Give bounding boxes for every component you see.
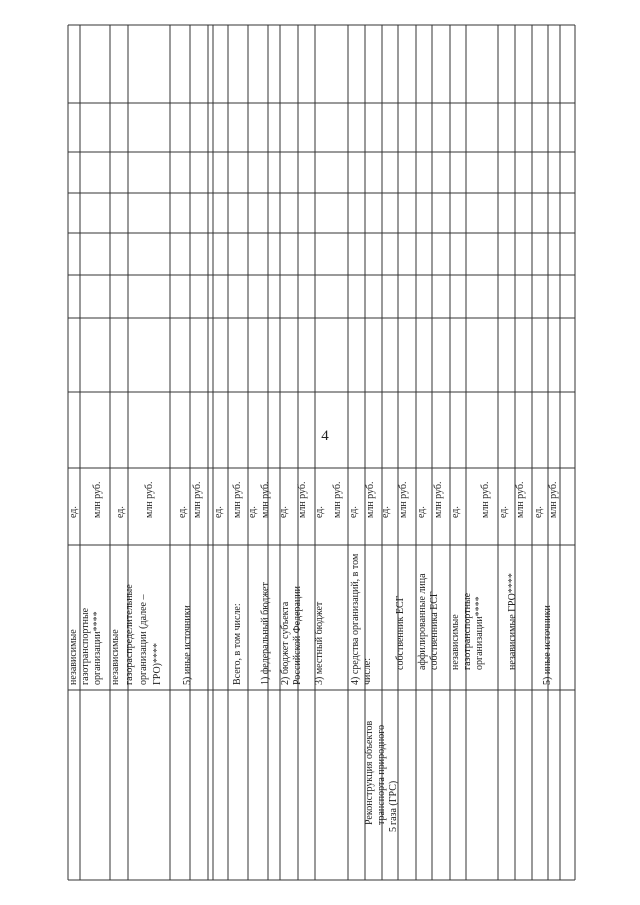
unit-text: ед. [177, 506, 188, 518]
label-text: числе: [362, 657, 373, 685]
label-text: ГРО)**** [152, 642, 163, 685]
unit-text: ед. [450, 506, 461, 518]
row-title-line: транспорта природного [376, 724, 387, 825]
label-text: организации (далее – [138, 594, 149, 685]
unit-text: млн руб. [232, 481, 243, 518]
row-number: 5 [388, 827, 399, 832]
unit-text: млн руб. [433, 481, 444, 518]
unit-text: млн руб. [144, 481, 155, 518]
unit-text: ед. [416, 506, 427, 518]
label-text: 3) местный бюджет [314, 601, 325, 685]
unit-text: млн руб. [365, 481, 376, 518]
unit-text: млн руб. [398, 481, 409, 518]
unit-text: ед. [498, 506, 509, 518]
label-text: 2) бюджет субъекта [280, 601, 291, 685]
unit-text: млн руб. [332, 481, 343, 518]
unit-text: ед. [380, 506, 391, 518]
label-text: Всего, в том числе: [232, 603, 243, 685]
unit-text: млн руб. [515, 481, 526, 518]
unit-text: ед. [533, 506, 544, 518]
unit-text: ед. [68, 506, 79, 518]
label-text: организации**** [474, 596, 485, 670]
label-text: аффилированные лица [417, 573, 428, 670]
label-text: газотранспортные [462, 592, 473, 670]
row-title-line: Реконструкция объектов [364, 720, 375, 825]
label-text: 5) иные источники [542, 605, 553, 685]
label-text: независимые [450, 614, 461, 670]
unit-text: млн руб. [192, 481, 203, 518]
unit-text: млн руб. [480, 481, 491, 518]
unit-text: ед. [348, 506, 359, 518]
row-title-line: газа (ГРС) [388, 780, 399, 825]
unit-text: ед. [314, 506, 325, 518]
label-text: 4) средства организаций, в том [350, 553, 361, 685]
page-number: 4 [321, 428, 329, 444]
label-text: 1) федеральный бюджет [260, 582, 271, 685]
unit-text: ед. [278, 506, 289, 518]
label-text: собственник ЕСГ [395, 595, 406, 670]
label-text: газотранспортные [80, 607, 91, 685]
unit-text: млн руб. [260, 481, 271, 518]
label-text: организации**** [92, 611, 103, 685]
unit-text: млн руб. [92, 481, 103, 518]
label-text: Российской Федерации [292, 585, 303, 685]
unit-text: ед. [247, 506, 258, 518]
unit-text: ед. [213, 506, 224, 518]
unit-text: млн руб. [548, 481, 559, 518]
label-text: независимые ГРО**** [507, 573, 518, 670]
label-text: независимые [68, 629, 79, 685]
unit-text: ед. [115, 506, 126, 518]
label-text: независимые [110, 629, 121, 685]
label-text: газораспределительные [124, 584, 135, 685]
unit-text: млн руб. [297, 481, 308, 518]
label-text: собственника ЕСГ [429, 591, 440, 670]
label-text: 5) иные источники [182, 605, 193, 685]
